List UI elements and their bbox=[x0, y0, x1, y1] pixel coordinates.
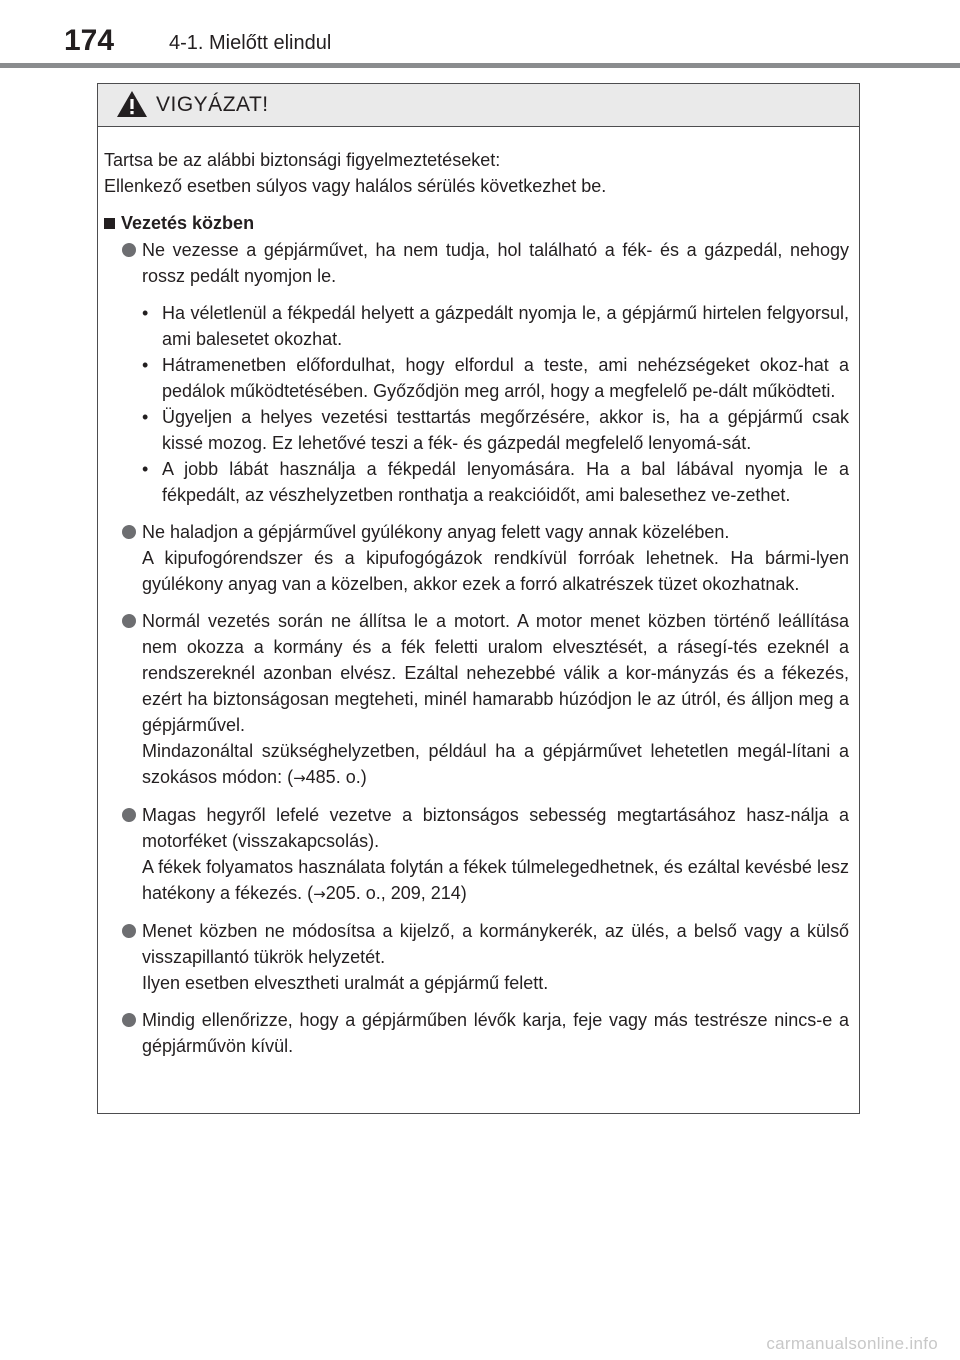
arrow-icon: → bbox=[313, 885, 326, 903]
sub-list-item bbox=[142, 352, 849, 404]
item-text: Ilyen esetben elvesztheti uralmát a gépjármű felett. bbox=[142, 973, 549, 993]
intro-line-2: Ellenkező esetben súlyos vagy halálos sérülés következhet be. bbox=[104, 176, 607, 196]
item-text: Ne vezesse a gépjárművet, ha nem tudja, hol található a fék- és a gázpedál, nehogy rossz pedált nyomjon le. bbox=[142, 240, 849, 286]
item-text: Normál vezetés során ne állítsa le a motort. A motor menet közben történő leállítása nem okozza a kormány és a fék feletti uralom elvesztését, a rásegí-tés ezeknél a rendszereknél azonban elvész. Ezáltal nehezebbé válik a kor-mányzás és a fékezés, ezért ha biztonságosan megteheti, minél hamarabb húzódjon le az útról, és álljon meg a gépjárművel. bbox=[142, 611, 849, 735]
intro-text bbox=[104, 147, 849, 199]
sub-item-text: A jobb lábát használja a fékpedál lenyomására. Ha a bal lábával nyomja le a fékpedált, az vészhelyzetben ronthatja a reakcióidőt, ami balesethez ve-zethet. bbox=[162, 459, 849, 505]
list-item bbox=[104, 608, 849, 791]
bullet-dot-icon bbox=[122, 525, 136, 539]
bullet-dot-icon bbox=[122, 614, 136, 628]
bullet-dot-icon bbox=[122, 924, 136, 938]
list-item bbox=[104, 802, 849, 907]
page-reference: 485. o.) bbox=[305, 767, 367, 787]
bullet-dot-icon bbox=[122, 243, 136, 257]
item-text-part: Mindazonáltal szükséghelyzetben, például ha a gépjárművet lehetetlen megál-lítani a szokásos módon: ( bbox=[142, 741, 849, 787]
sub-list bbox=[142, 300, 849, 508]
section-title: 4-1. Mielőtt elindul bbox=[169, 32, 332, 54]
item-text bbox=[142, 738, 849, 791]
small-bullet-icon: • bbox=[142, 407, 149, 427]
item-text: Menet közben ne módosítsa a kijelző, a kormánykerék, az ülés, a belső vagy a külső visszapillantó tükrök helyzetét. bbox=[142, 921, 849, 967]
page-reference: 205. o., 209, 214) bbox=[325, 883, 467, 903]
caution-header bbox=[98, 84, 859, 127]
item-text bbox=[142, 854, 849, 907]
item-text: A kipufogórendszer és a kipufogógázok rendkívül forróak lehetnek. Ha bármi-lyen gyúlékony anyag van a közelben, akkor ezek a forró alkatrészek tüzet okozhatnak. bbox=[142, 548, 849, 594]
small-bullet-icon: • bbox=[142, 303, 149, 323]
subheading bbox=[104, 210, 849, 236]
sub-list-item bbox=[142, 404, 849, 456]
page-header bbox=[0, 0, 960, 70]
page-number: 174 bbox=[64, 24, 115, 57]
item-text: Ne haladjon a gépjárművel gyúlékony anyag felett vagy annak közelében. bbox=[142, 522, 730, 542]
caution-title: VIGYÁZAT! bbox=[156, 93, 269, 116]
caution-body bbox=[98, 127, 859, 1059]
item-text: Magas hegyről lefelé vezetve a biztonságos sebesség megtartásához hasz-nálja a motorféket (visszakapcsolás). bbox=[142, 805, 849, 851]
square-bullet-icon bbox=[104, 218, 115, 229]
subheading-label: Vezetés közben bbox=[121, 213, 255, 233]
list-item bbox=[104, 237, 849, 508]
sub-item-text: Ügyeljen a helyes vezetési testtartás megőrzésére, akkor is, ha a gépjármű csak kissé mozog. Ez lehetővé teszi a fék- és gázpedál megfelelő lenyomá-sát. bbox=[162, 407, 849, 453]
arrow-icon: → bbox=[293, 769, 306, 787]
sub-item-text: Hátramenetben előfordulhat, hogy elfordul a teste, ami nehézségeket okoz-hat a pedálok működtetésében. Győződjön meg arról, hogy a megfelelő pe-dált működteti. bbox=[162, 355, 849, 401]
item-text: Mindig ellenőrizze, hogy a gépjárműben lévők karja, feje vagy más testrésze nincs-e a gépjárművön kívül. bbox=[142, 1010, 849, 1056]
small-bullet-icon: • bbox=[142, 459, 149, 479]
watermark: carmanualsonline.info bbox=[766, 1334, 938, 1353]
list-item bbox=[104, 1007, 849, 1059]
intro-line-1: Tartsa be az alábbi biztonsági figyelmeztetéseket: bbox=[104, 150, 501, 170]
list-item bbox=[104, 918, 849, 996]
sub-item-text: Ha véletlenül a fékpedál helyett a gázpedált nyomja le, a gépjármű hirtelen felgyorsul, ami balesetet okozhat. bbox=[162, 303, 849, 349]
bullet-dot-icon bbox=[122, 808, 136, 822]
small-bullet-icon: • bbox=[142, 355, 149, 375]
list-item bbox=[104, 519, 849, 597]
sub-list-item bbox=[142, 300, 849, 352]
bullet-dot-icon bbox=[122, 1013, 136, 1027]
item-text-part: A fékek folyamatos használata folytán a fékek túlmelegedhetnek, és ezáltal kevésbé lesz hatékony a fékezés. ( bbox=[142, 857, 849, 903]
header-rule bbox=[0, 63, 960, 68]
warning-triangle-icon bbox=[116, 90, 148, 118]
caution-box bbox=[97, 83, 860, 1114]
sub-list-item bbox=[142, 456, 849, 508]
